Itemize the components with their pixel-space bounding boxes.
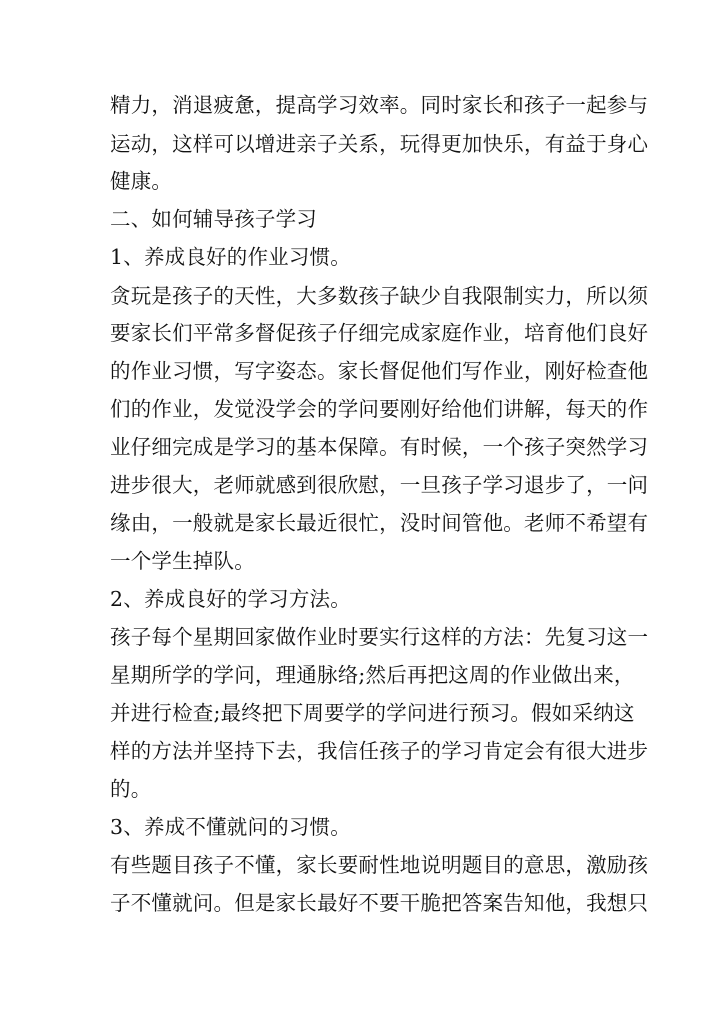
text-line: 星期所学的学问，理通脉络;然后再把这周的作业做出来， <box>110 663 635 687</box>
text-line: 一个学生掉队。 <box>110 549 255 573</box>
text-line: 子不懂就问。但是家长最好不要干脆把答案告知他，我想只 <box>110 891 649 915</box>
text-line: 贪玩是孩子的天性，大多数孩子缺少自我限制实力，所以须 <box>110 284 649 308</box>
text-line: 的作业习惯，写字姿态。家长督促他们写作业，刚好检查他 <box>110 359 649 383</box>
text-line: 样的方法并坚持下去，我信任孩子的学习肯定会有很大进步 <box>110 739 649 763</box>
text-line: 们的作业，发觉没学会的学问要刚好给他们讲解，每天的作 <box>110 397 649 421</box>
subsection-heading: 3、养成不懂就问的习惯。 <box>110 815 351 839</box>
text-line: 进步很大，老师就感到很欣慰，一旦孩子学习退步了，一问 <box>110 473 649 497</box>
subsection-heading: 2、养成良好的学习方法。 <box>110 587 351 611</box>
text-line: 要家长们平常多督促孩子仔细完成家庭作业，培育他们良好 <box>110 321 649 345</box>
section-heading: 二、如何辅导孩子学习 <box>110 207 317 231</box>
text-line: 业仔细完成是学习的基本保障。有时候，一个孩子突然学习 <box>110 435 649 459</box>
subsection-heading: 1、养成良好的作业习惯。 <box>110 245 351 269</box>
text-line: 孩子每个星期回家做作业时要实行这样的方法：先复习这一 <box>110 625 649 649</box>
text-line: 精力，消退疲惫，提高学习效率。同时家长和孩子一起参与 <box>110 93 649 117</box>
text-line: 并进行检查;最终把下周要学的学问进行预习。假如采纳这 <box>110 701 635 725</box>
text-line: 缘由，一般就是家长最近很忙，没时间管他。老师不希望有 <box>110 511 649 535</box>
text-line: 有些题目孩子不懂，家长要耐性地说明题目的意思，激励孩 <box>110 853 649 877</box>
text-line: 运动，这样可以增进亲子关系，玩得更加快乐，有益于身心 <box>110 132 649 156</box>
text-line: 的。 <box>110 777 152 801</box>
text-line: 健康。 <box>110 169 173 193</box>
